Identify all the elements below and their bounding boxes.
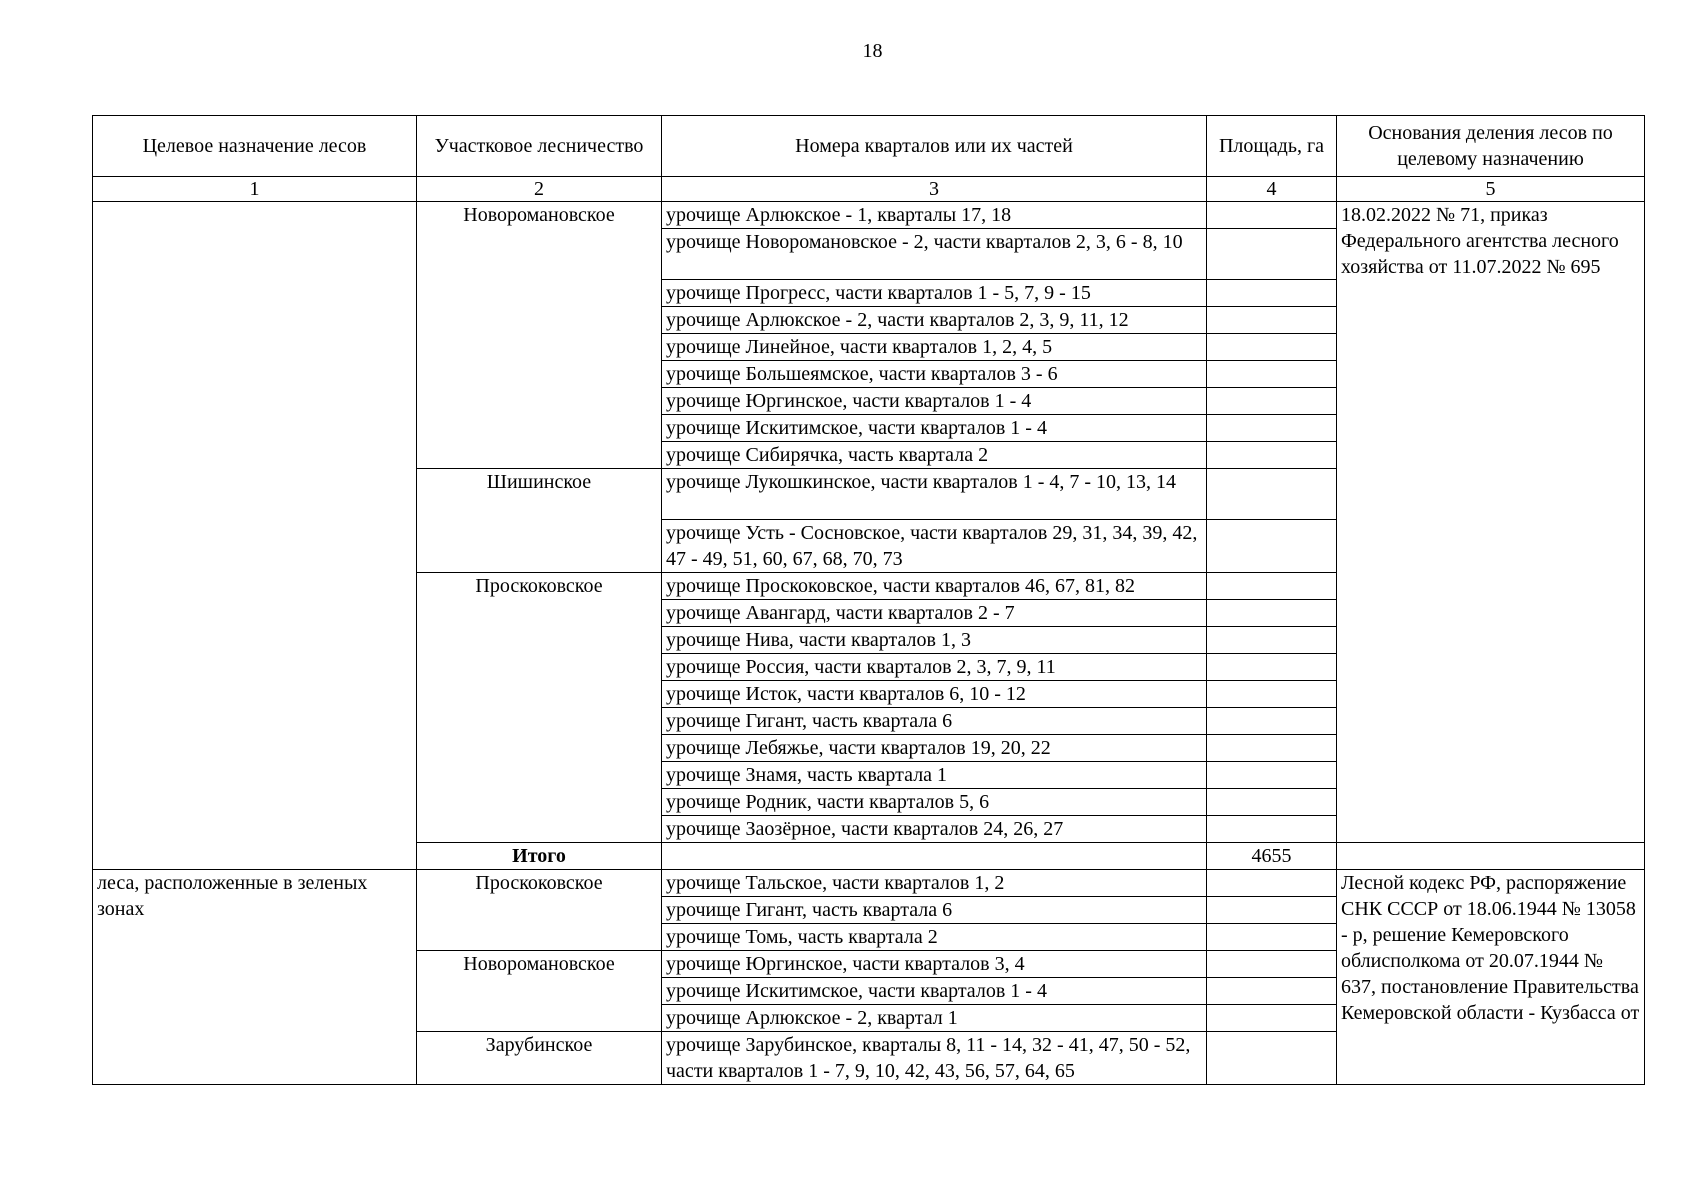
header-purpose: Целевое назначение лесов: [93, 116, 417, 177]
area-cell: [1207, 229, 1337, 280]
quarters-cell: урочище Юргинское, части кварталов 3, 4: [662, 951, 1207, 978]
area-cell: [1207, 762, 1337, 789]
table-header-row: [93, 116, 1645, 177]
quarters-cell: урочище Нива, части кварталов 1, 3: [662, 627, 1207, 654]
table-row: [93, 870, 1645, 897]
forestry-cell: Новоромановское: [417, 202, 662, 469]
quarters-cell: урочище Знамя, часть квартала 1: [662, 762, 1207, 789]
area-cell: [1207, 361, 1337, 388]
column-number: 4: [1207, 177, 1337, 202]
area-cell: [1207, 978, 1337, 1005]
area-cell: [1207, 735, 1337, 762]
quarters-cell: урочище Сибирячка, часть квартала 2: [662, 442, 1207, 469]
page-number: 18: [862, 40, 883, 62]
area-cell: [1207, 334, 1337, 361]
area-cell: [1207, 654, 1337, 681]
quarters-cell: урочище Авангард, части кварталов 2 - 7: [662, 600, 1207, 627]
area-cell: [1207, 307, 1337, 334]
area-cell: [1207, 469, 1337, 520]
header-basis: Основания деления лесов по целевому назначению: [1337, 116, 1645, 177]
area-cell: [1207, 442, 1337, 469]
header-forestry: Участковое лесничество: [417, 116, 662, 177]
area-cell: [1207, 520, 1337, 573]
quarters-cell: урочище Исток, части кварталов 6, 10 - 12: [662, 681, 1207, 708]
quarters-cell: урочище Заозёрное, части кварталов 24, 26, 27: [662, 816, 1207, 843]
forestry-cell: Зарубинское: [417, 1032, 662, 1085]
area-cell: [1207, 897, 1337, 924]
area-cell: [1207, 924, 1337, 951]
area-cell: [1207, 600, 1337, 627]
total-label: Итого: [417, 843, 662, 870]
quarters-cell: урочище Зарубинское, кварталы 8, 11 - 14, 32 - 41, 47, 50 - 52, части кварталов 1 - 7, 9, 10, 42, 43, 56, 57, 64, 65: [662, 1032, 1207, 1085]
basis-cell: 18.02.2022 № 71, приказ Федерального агентства лесного хозяйства от 11.07.2022 № 695: [1337, 202, 1645, 843]
table-row: [93, 202, 1645, 229]
quarters-cell: урочище Искитимское, части кварталов 1 - 4: [662, 415, 1207, 442]
area-cell: [1207, 816, 1337, 843]
area-cell: [1207, 202, 1337, 229]
quarters-cell: урочище Новоромановское - 2, части кварталов 2, 3, 6 - 8, 10: [662, 229, 1207, 280]
column-number: 3: [662, 177, 1207, 202]
area-cell: [1207, 681, 1337, 708]
quarters-cell: урочище Россия, части кварталов 2, 3, 7, 9, 11: [662, 654, 1207, 681]
quarters-cell: урочище Юргинское, части кварталов 1 - 4: [662, 388, 1207, 415]
area-cell: [1207, 388, 1337, 415]
total-area: 4655: [1207, 843, 1337, 870]
header-area: Площадь, га: [1207, 116, 1337, 177]
quarters-cell: урочище Большеямское, части кварталов 3 - 6: [662, 361, 1207, 388]
purpose-cell: леса, расположенные в зеленых зонах: [93, 870, 417, 1085]
area-cell: [1207, 789, 1337, 816]
column-number: 1: [93, 177, 417, 202]
area-cell: [1207, 1005, 1337, 1032]
area-cell: [1207, 951, 1337, 978]
forestry-cell: Новоромановское: [417, 951, 662, 1032]
quarters-cell: урочище Томь, часть квартала 2: [662, 924, 1207, 951]
quarters-cell: урочище Линейное, части кварталов 1, 2, 4, 5: [662, 334, 1207, 361]
quarters-cell: урочище Арлюкское - 1, кварталы 17, 18: [662, 202, 1207, 229]
column-number-row: [93, 177, 1645, 202]
area-cell: [1207, 280, 1337, 307]
quarters-cell: урочище Гигант, часть квартала 6: [662, 708, 1207, 735]
area-cell: [1207, 870, 1337, 897]
forest-purpose-table: [92, 115, 1645, 1085]
quarters-cell: урочище Лебяжье, части кварталов 19, 20, 22: [662, 735, 1207, 762]
forestry-cell: Проскоковское: [417, 573, 662, 843]
quarters-cell: урочище Арлюкское - 2, части кварталов 2, 3, 9, 11, 12: [662, 307, 1207, 334]
quarters-cell: [662, 843, 1207, 870]
column-number: 2: [417, 177, 662, 202]
area-cell: [1207, 708, 1337, 735]
purpose-cell: [93, 202, 417, 870]
quarters-cell: урочище Проскоковское, части кварталов 46, 67, 81, 82: [662, 573, 1207, 600]
column-number: 5: [1337, 177, 1645, 202]
quarters-cell: урочище Прогресс, части кварталов 1 - 5, 7, 9 - 15: [662, 280, 1207, 307]
area-cell: [1207, 415, 1337, 442]
forestry-cell: Проскоковское: [417, 870, 662, 951]
header-quarters: Номера кварталов или их частей: [662, 116, 1207, 177]
quarters-cell: урочище Тальское, части кварталов 1, 2: [662, 870, 1207, 897]
quarters-cell: урочище Искитимское, части кварталов 1 - 4: [662, 978, 1207, 1005]
quarters-cell: урочище Родник, части кварталов 5, 6: [662, 789, 1207, 816]
quarters-cell: урочище Усть - Сосновское, части кварталов 29, 31, 34, 39, 42, 47 - 49, 51, 60, 67, 68, 70, 73: [662, 520, 1207, 573]
area-cell: [1207, 1032, 1337, 1085]
area-cell: [1207, 627, 1337, 654]
quarters-cell: урочище Лукошкинское, части кварталов 1 - 4, 7 - 10, 13, 14: [662, 469, 1207, 520]
area-cell: [1207, 573, 1337, 600]
forestry-cell: Шишинское: [417, 469, 662, 573]
quarters-cell: урочище Гигант, часть квартала 6: [662, 897, 1207, 924]
quarters-cell: урочище Арлюкское - 2, квартал 1: [662, 1005, 1207, 1032]
basis-cell: [1337, 843, 1645, 870]
basis-cell: Лесной кодекс РФ, распоряжение СНК СССР от 18.06.1944 № 13058 - р, решение Кемеровского облисполкома от 20.07.1944 № 637, постановление Правительства Кемеровской области - Кузбасса от: [1337, 870, 1645, 1085]
